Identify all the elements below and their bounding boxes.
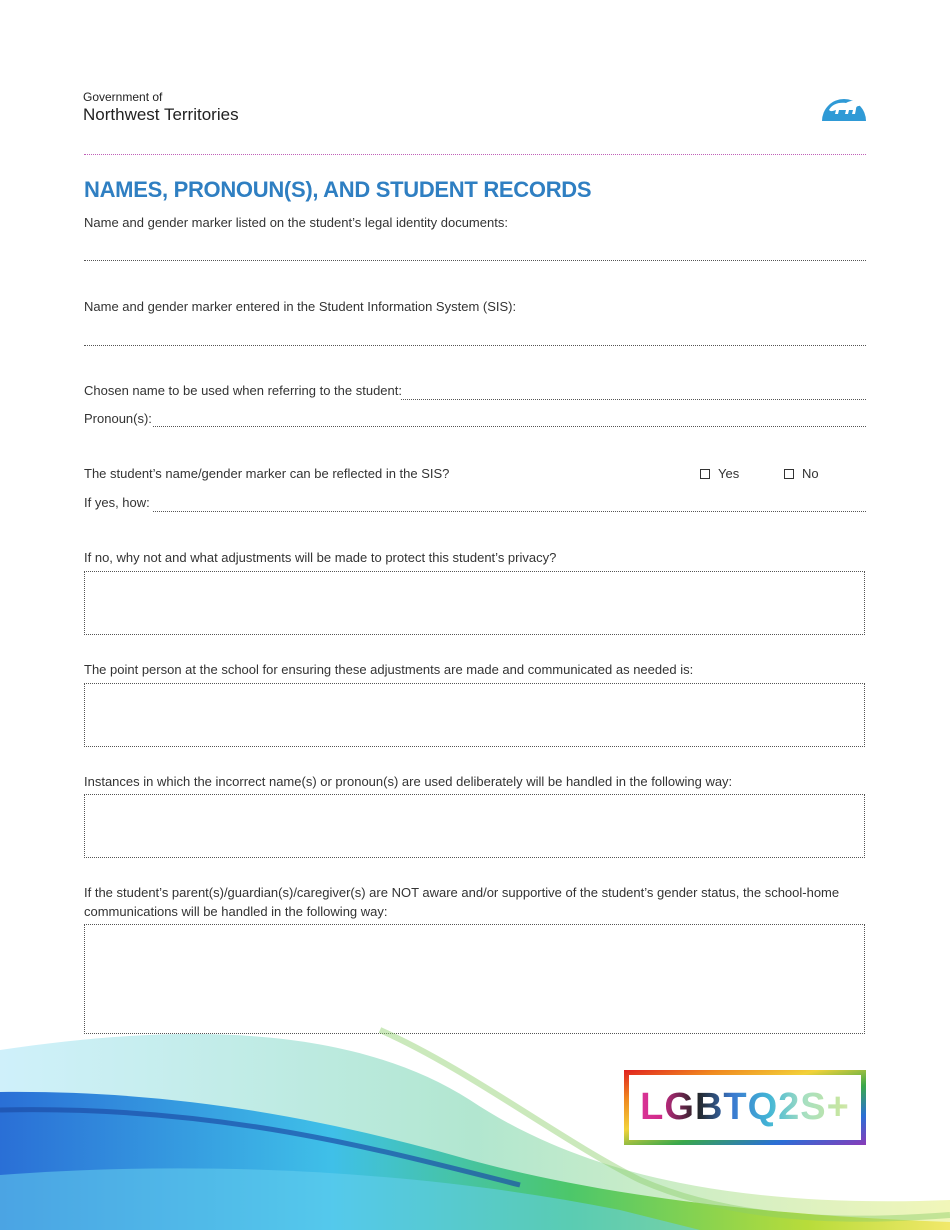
gov-line2: Northwest Territories [83, 105, 239, 124]
polar-bear-logo-icon [820, 83, 868, 123]
badge-text: LGBTQ2S+ [624, 1070, 866, 1145]
sis-reflect-label: The student’s name/gender marker can be reflected in the SIS? [84, 466, 450, 481]
checkbox-square-icon [784, 469, 794, 479]
legal-name-field[interactable] [84, 260, 866, 261]
gov-line1: Government of [83, 90, 163, 104]
incorrect-usage-textarea[interactable] [84, 794, 865, 858]
no-label: No [802, 466, 819, 481]
gov-wordmark [83, 91, 239, 123]
page-title: NAMES, PRONOUN(S), AND STUDENT RECORDS [84, 177, 592, 202]
incorrect-usage-label: Instances in which the incorrect name(s) or pronoun(s) are used deliberately will be handled in the following way: [84, 774, 733, 789]
if-yes-field[interactable] [153, 511, 866, 512]
yes-checkbox[interactable] [700, 466, 739, 481]
lgbtq-badge [624, 1070, 866, 1145]
point-person-textarea[interactable] [84, 683, 865, 747]
chosen-name-label: Chosen name to be used when referring to the student: [84, 383, 402, 398]
if-no-label: If no, why not and what adjustments will be made to protect this student’s privacy? [84, 550, 557, 565]
point-person-label: The point person at the school for ensuring these adjustments are made and communicated as needed is: [84, 662, 694, 677]
chosen-name-field[interactable] [401, 399, 866, 400]
legal-name-label: Name and gender marker listed on the student’s legal identity documents: [84, 215, 508, 230]
pronoun-field[interactable] [153, 426, 866, 427]
parents-label-line1: If the student’s parent(s)/guardian(s)/caregiver(s) are NOT aware and/or supportive of the student’s gender status, the school-home [84, 885, 840, 900]
pronoun-label: Pronoun(s): [84, 411, 152, 426]
sis-name-field[interactable] [84, 345, 866, 346]
header-divider [84, 154, 866, 155]
sis-name-label: Name and gender marker entered in the Student Information System (SIS): [84, 299, 517, 314]
parents-label-line2: communications will be handled in the following way: [84, 904, 388, 919]
checkbox-square-icon [700, 469, 710, 479]
if-yes-label: If yes, how: [84, 495, 150, 510]
if-no-textarea[interactable] [84, 571, 865, 635]
no-checkbox[interactable] [784, 466, 819, 481]
yes-label: Yes [718, 466, 740, 481]
